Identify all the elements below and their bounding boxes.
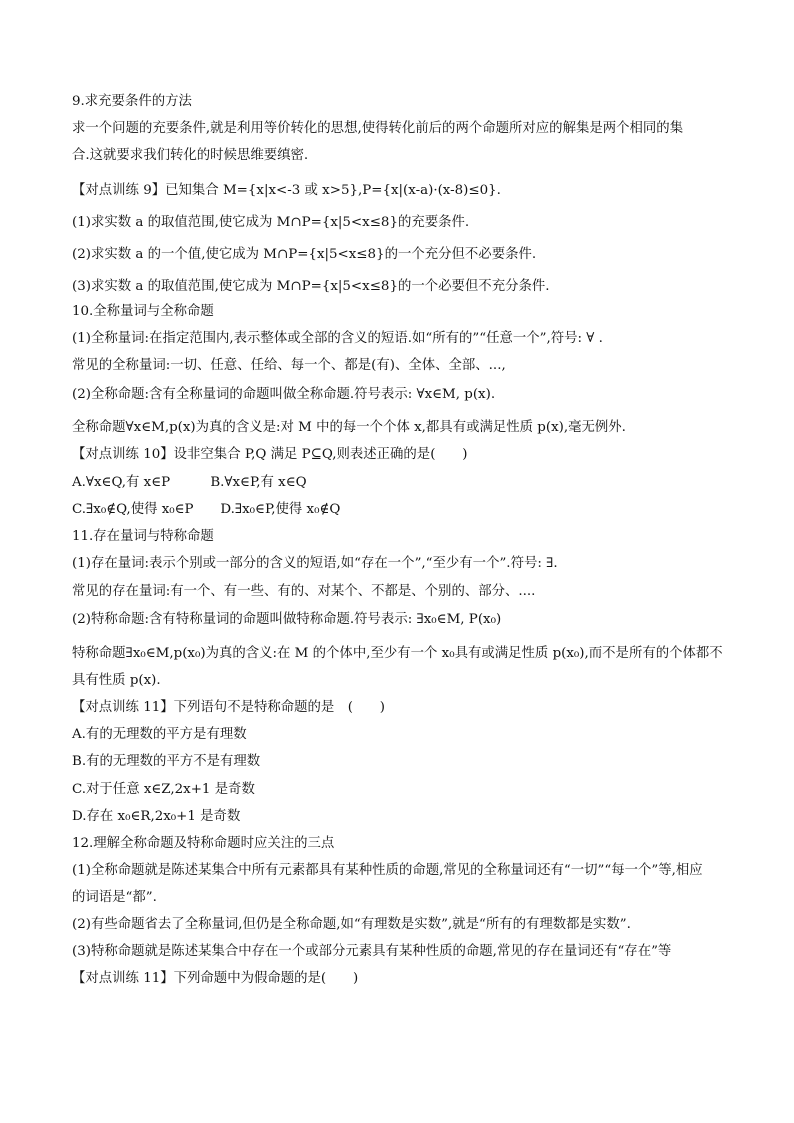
text-line: 特称命题∃x₀∈M,p(x₀)为真的含义:在 M 的个体中,至少有一个 x₀具有或满足性质 p(x₀),而不是所有的个体都不 xyxy=(72,646,723,661)
exercise-9-part-1: (1)求实数 a 的取值范围,使它成为 M∩P={x|5<x≤8}的充要条件. xyxy=(72,215,470,230)
exercise-9-part-2: (2)求实数 a 的一个值,使它成为 M∩P={x|5<x≤8}的一个充分但不必要条件. xyxy=(72,247,537,262)
heading-11: 11.存在量词与特称命题 xyxy=(72,529,214,544)
option-a: A.有的无理数的平方是有理数 xyxy=(72,727,247,742)
text-line: 常见的存在量词:有一个、有一些、有的、对某个、不都是、个别的、部分、.... xyxy=(72,584,536,599)
text-line: 常见的全称量词:一切、任意、任给、每一个、都是(有)、全体、全部、..., xyxy=(72,358,506,373)
exercise-11-b: 【对点训练 11】下列命题中为假命题的是( ) xyxy=(72,971,359,986)
text-line: 具有性质 p(x). xyxy=(72,673,161,688)
text-line: (1)全称量词:在指定范围内,表示整体或全部的含义的短语.如“所有的”“任意一个”,符号: ∀ . xyxy=(72,331,603,346)
text-line: 全称命题∀x∈M,p(x)为真的含义是:对 M 中的每一个个体 x,都具有或满足性质 p(x),毫无例外. xyxy=(72,420,626,435)
exercise-9-part-3: (3)求实数 a 的取值范围,使它成为 M∩P={x|5<x≤8}的一个必要但不充分条件. xyxy=(72,279,550,294)
option-row: C.∃x₀∉Q,使得 x₀∈P D.∃x₀∈P,使得 x₀∉Q xyxy=(72,502,341,517)
option-c: C.对于任意 x∈Z,2x+1 是奇数 xyxy=(72,782,255,797)
text-line: 求一个问题的充要条件,就是利用等价转化的思想,使得转化前后的两个命题所对应的解集是两个相同的集 xyxy=(72,121,684,136)
heading-10: 10.全称量词与全称命题 xyxy=(72,304,214,319)
option-d: D.存在 x₀∈R,2x₀+1 是奇数 xyxy=(72,809,241,824)
text-line: (3)特称命题就是陈述某集合中存在一个或部分元素具有某种性质的命题,常见的存在量词还有“存在”等 xyxy=(72,944,672,959)
text-line: (1)全称命题就是陈述某集合中所有元素都具有某种性质的命题,常见的全称量词还有“一切”“每一个”等,相应 xyxy=(72,863,703,878)
text-line: 合.这就要求我们转化的时候思维要缜密. xyxy=(72,148,309,163)
text-line: (2)有些命题省去了全称量词,但仍是全称命题,如“有理数是实数”,就是“所有的有理数都是实数”. xyxy=(72,917,631,932)
exercise-10: 【对点训练 10】设非空集合 P,Q 满足 P⊆Q,则表述正确的是( ) xyxy=(72,447,468,462)
heading-12: 12.理解全称命题及特称命题时应关注的三点 xyxy=(72,836,335,851)
option-row: A.∀x∈Q,有 x∈P B.∀x∈P,有 x∈Q xyxy=(72,475,307,490)
option-b: B.有的无理数的平方不是有理数 xyxy=(72,754,261,769)
text-line: (2)特称命题:含有特称量词的命题叫做特称命题.符号表示: ∃x₀∈M, P(x₀) xyxy=(72,612,502,627)
text-line: (1)存在量词:表示个别或一部分的含义的短语,如“存在一个”,“至少有一个”.符号: ∃. xyxy=(72,556,558,571)
exercise-9: 【对点训练 9】已知集合 M={x|x<-3 或 x>5},P={x|(x-a)·(x-8)≤0}. xyxy=(72,183,501,198)
text-line: (2)全称命题:含有全称量词的命题叫做全称命题.符号表示: ∀x∈M, p(x). xyxy=(72,387,496,402)
heading-9: 9.求充要条件的方法 xyxy=(72,94,192,109)
text-line: 的词语是“都”. xyxy=(72,890,157,905)
exercise-11: 【对点训练 11】下列语句不是特称命题的是 ( ) xyxy=(72,700,385,715)
